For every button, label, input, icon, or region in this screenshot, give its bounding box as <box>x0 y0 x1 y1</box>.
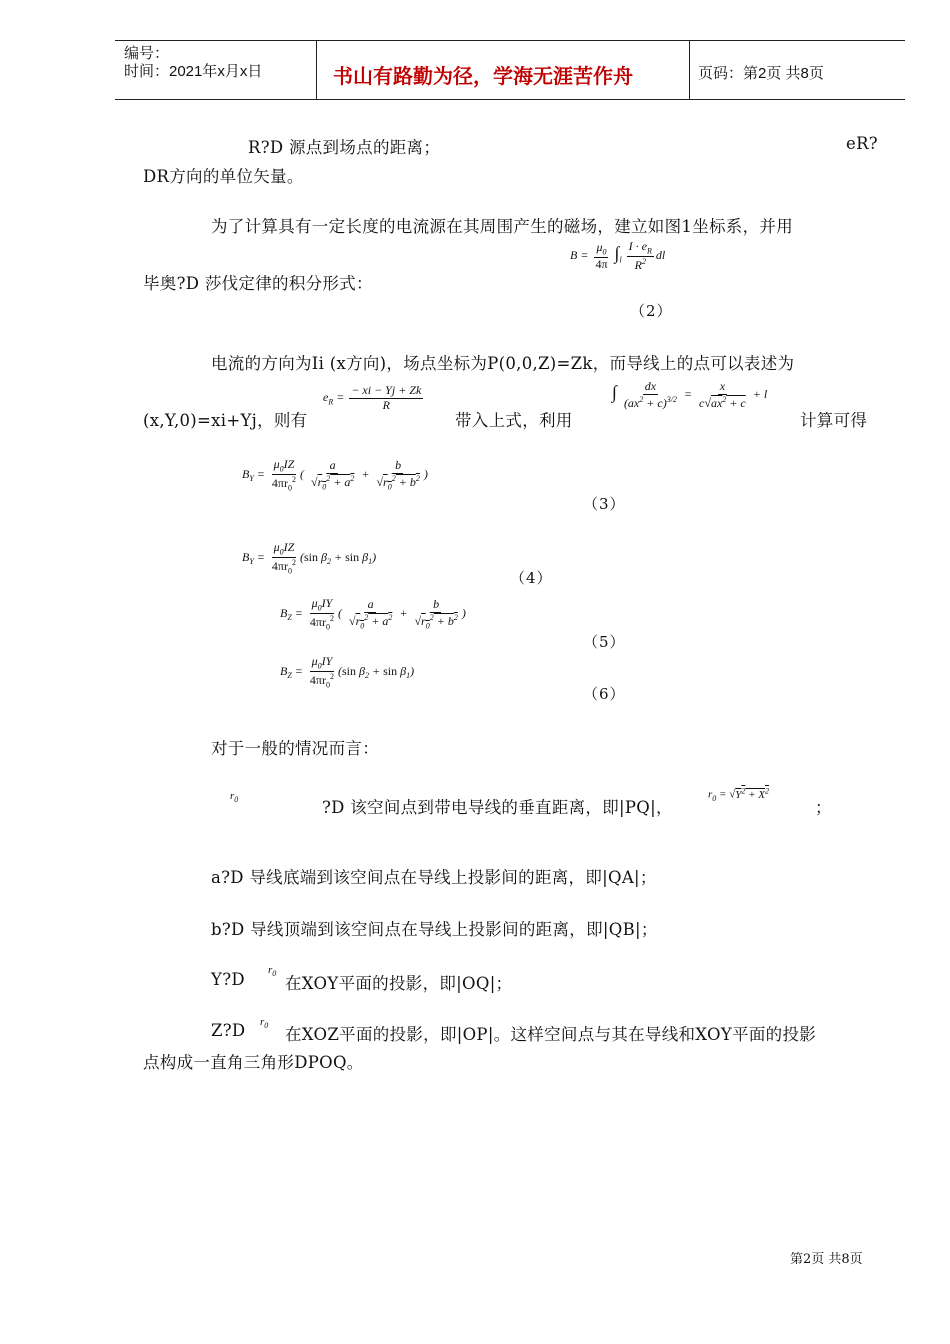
symbol-r0: $r_0$ <box>230 790 239 805</box>
text-line-11a: Y?D <box>211 970 245 989</box>
text-line-3: 为了计算具有一定长度的电流源在其周围产生的磁场，建立如图1坐标系，并用 <box>211 217 793 236</box>
text-line-6b: 带入上式，利用 <box>455 411 573 430</box>
text-line-10: b?D 导线顶端到该空间点在导线上投影间的距离，即|QB|； <box>211 920 658 939</box>
text-line-12a: Z?D <box>211 1021 246 1040</box>
symbol-r0-z: $r_0$ <box>260 1016 269 1031</box>
header-time-label: 时间：2021年x月x日 <box>124 63 263 80</box>
text-line-8-end: ； <box>815 798 832 817</box>
text-line-9: a?D 导线底端到该空间点在导线上投影间的距离，即|QA|； <box>211 868 657 887</box>
equation-unit-vector: $e_R$ = $\frac{- xi - Yj + Zk}{R}$ <box>323 383 422 412</box>
text-line-1b: eR? <box>846 134 878 153</box>
equation-number-5: （5） <box>583 633 626 651</box>
text-line-6a: (x,Y,0)=xi+Yj，则有 <box>143 411 308 430</box>
text-line-1a: R?D 源点到场点的距离； <box>248 138 441 157</box>
equation-4: $B_Y$ = $\frac{\mu_0IZ}{4\pi r_0^2}$ (sin $\beta_2 + \sin \beta_1$) <box>242 540 377 575</box>
text-line-6c: 计算可得 <box>800 411 868 430</box>
header-divider-left <box>316 40 317 100</box>
equation-5: $B_Z$ = $\frac{\mu_0IY}{4\pi r_0^2}$ ( $\frac{a}{√r_0^2 + a^2}$ + $\frac{b}{√r_0^2 + b^2}$ ) <box>280 596 466 631</box>
header-divider-right <box>689 40 690 100</box>
equation-number-3: （3） <box>583 495 626 513</box>
header-motto: 书山有路勤为径，学海无涯苦作舟 <box>333 66 633 88</box>
text-line-11b: 在XOY平面的投影，即|OQ|； <box>285 974 513 993</box>
text-line-13: 点构成一直角三角形DPOQ。 <box>143 1053 364 1072</box>
header-page-label: 页码：第2页 共8页 <box>698 65 824 82</box>
equation-number-2: （2） <box>630 302 673 320</box>
header-number-label: 编号： <box>124 45 170 62</box>
equation-3: $B_Y$ = $\frac{\mu_0IZ}{4\pi r_0^2}$ ( $\frac{a}{√r_0^2 + a^2}$ + $\frac{b}{√r_0^2 + b^2}$ ) <box>242 457 428 492</box>
text-line-7: 对于一般的情况而言： <box>211 739 379 758</box>
header-bottom-rule <box>115 99 905 100</box>
equation-integral-identity: ∫ $\frac{dx}{(ax^2 + c)^{3/2}}$ = $\frac{x}{c√ax^2 + c}$ + l <box>612 379 768 410</box>
equation-6: $B_Z$ = $\frac{\mu_0IY}{4\pi r_0^2}$ (sin $\beta_2 + \sin \beta_1$) <box>280 654 415 689</box>
symbol-r0-y: $r_0$ <box>268 964 277 979</box>
text-line-8: ?D 该空间点到带电导线的垂直距离，即|PQ|， <box>322 798 673 817</box>
text-line-5: 电流的方向为Ii (x方向)，场点坐标为P(0,0,Z)=Zk，而导线上的点可以表述为 <box>211 354 795 373</box>
header-top-rule <box>115 40 905 41</box>
equation-number-4: （4） <box>510 569 553 587</box>
page-footer: 第2页 共8页 <box>790 1252 863 1267</box>
equation-r0-definition: $r_0 = √Y^2 + X^2$ <box>708 786 770 803</box>
text-line-2: DR方向的单位矢量。 <box>143 167 304 186</box>
text-line-4: 毕奥?D 莎伐定律的积分形式： <box>143 274 373 293</box>
equation-number-6: （6） <box>583 685 626 703</box>
text-line-12b: 在XOZ平面的投影，即|OP|。这样空间点与其在导线和XOY平面的投影 <box>285 1025 817 1044</box>
equation-biot-savart: B = $\frac{\mu_0}{4\pi}$ $\int_l$ $\frac{I \cdot e_R}{R^2}$ dl <box>570 239 666 272</box>
